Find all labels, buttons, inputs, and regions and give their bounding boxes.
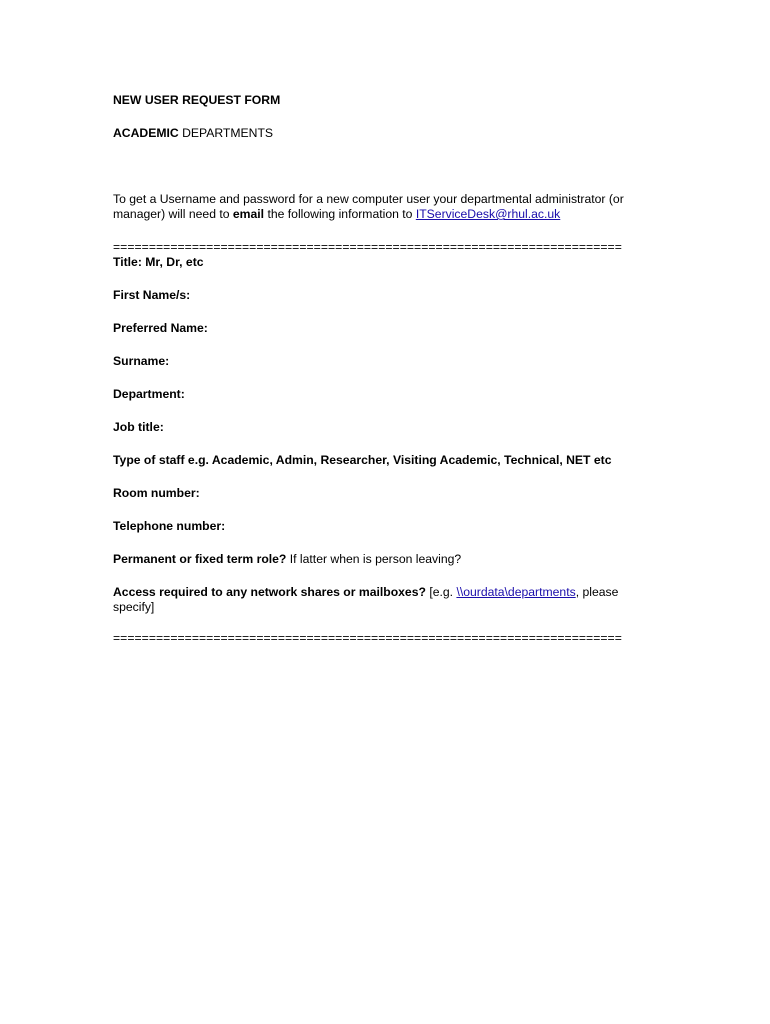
access-note-b: , please	[575, 585, 619, 599]
access-note-a: [e.g.	[425, 585, 457, 599]
field-preferred-name: Preferred Name:	[113, 321, 208, 335]
field-room-number: Room number:	[113, 486, 200, 500]
field-permanent-role	[113, 552, 461, 567]
intro-line-2	[113, 207, 624, 222]
form-subtitle	[113, 126, 273, 141]
field-job-title: Job title:	[113, 420, 164, 434]
service-desk-email-link[interactable]: ITServiceDesk@rhul.ac.uk	[415, 207, 561, 221]
intro-line-1: To get a Username and password for a new computer user your departmental administrator (or	[113, 192, 624, 206]
separator-bottom: =======================================================================	[113, 632, 622, 645]
intro-text-b: the following information to	[264, 207, 416, 221]
separator-top: =======================================================================	[113, 241, 622, 254]
permanent-label: Permanent or fixed term role?	[113, 552, 287, 566]
subtitle-bold: ACADEMIC	[113, 126, 179, 140]
field-department: Department:	[113, 387, 185, 401]
access-line-2: specify]	[113, 600, 155, 614]
intro-text-a: manager) will need to	[113, 207, 233, 221]
access-line-1	[113, 585, 618, 600]
field-access-required	[113, 585, 618, 615]
field-first-name: First Name/s:	[113, 288, 191, 302]
field-title: Title: Mr, Dr, etc	[113, 255, 204, 269]
permanent-note: If latter when is person leaving?	[286, 552, 462, 566]
access-label: Access required to any network shares or mailboxes?	[113, 585, 426, 599]
subtitle-rest: DEPARTMENTS	[178, 126, 274, 140]
field-staff-type: Type of staff e.g. Academic, Admin, Researcher, Visiting Academic, Technical, NET etc	[113, 453, 612, 467]
form-title: NEW USER REQUEST FORM	[113, 93, 281, 107]
field-surname: Surname:	[113, 354, 170, 368]
intro-email-word: email	[232, 207, 265, 221]
field-telephone-number: Telephone number:	[113, 519, 226, 533]
intro-paragraph	[113, 192, 624, 222]
ourdata-departments-link[interactable]: \\ourdata\departments	[456, 585, 576, 599]
